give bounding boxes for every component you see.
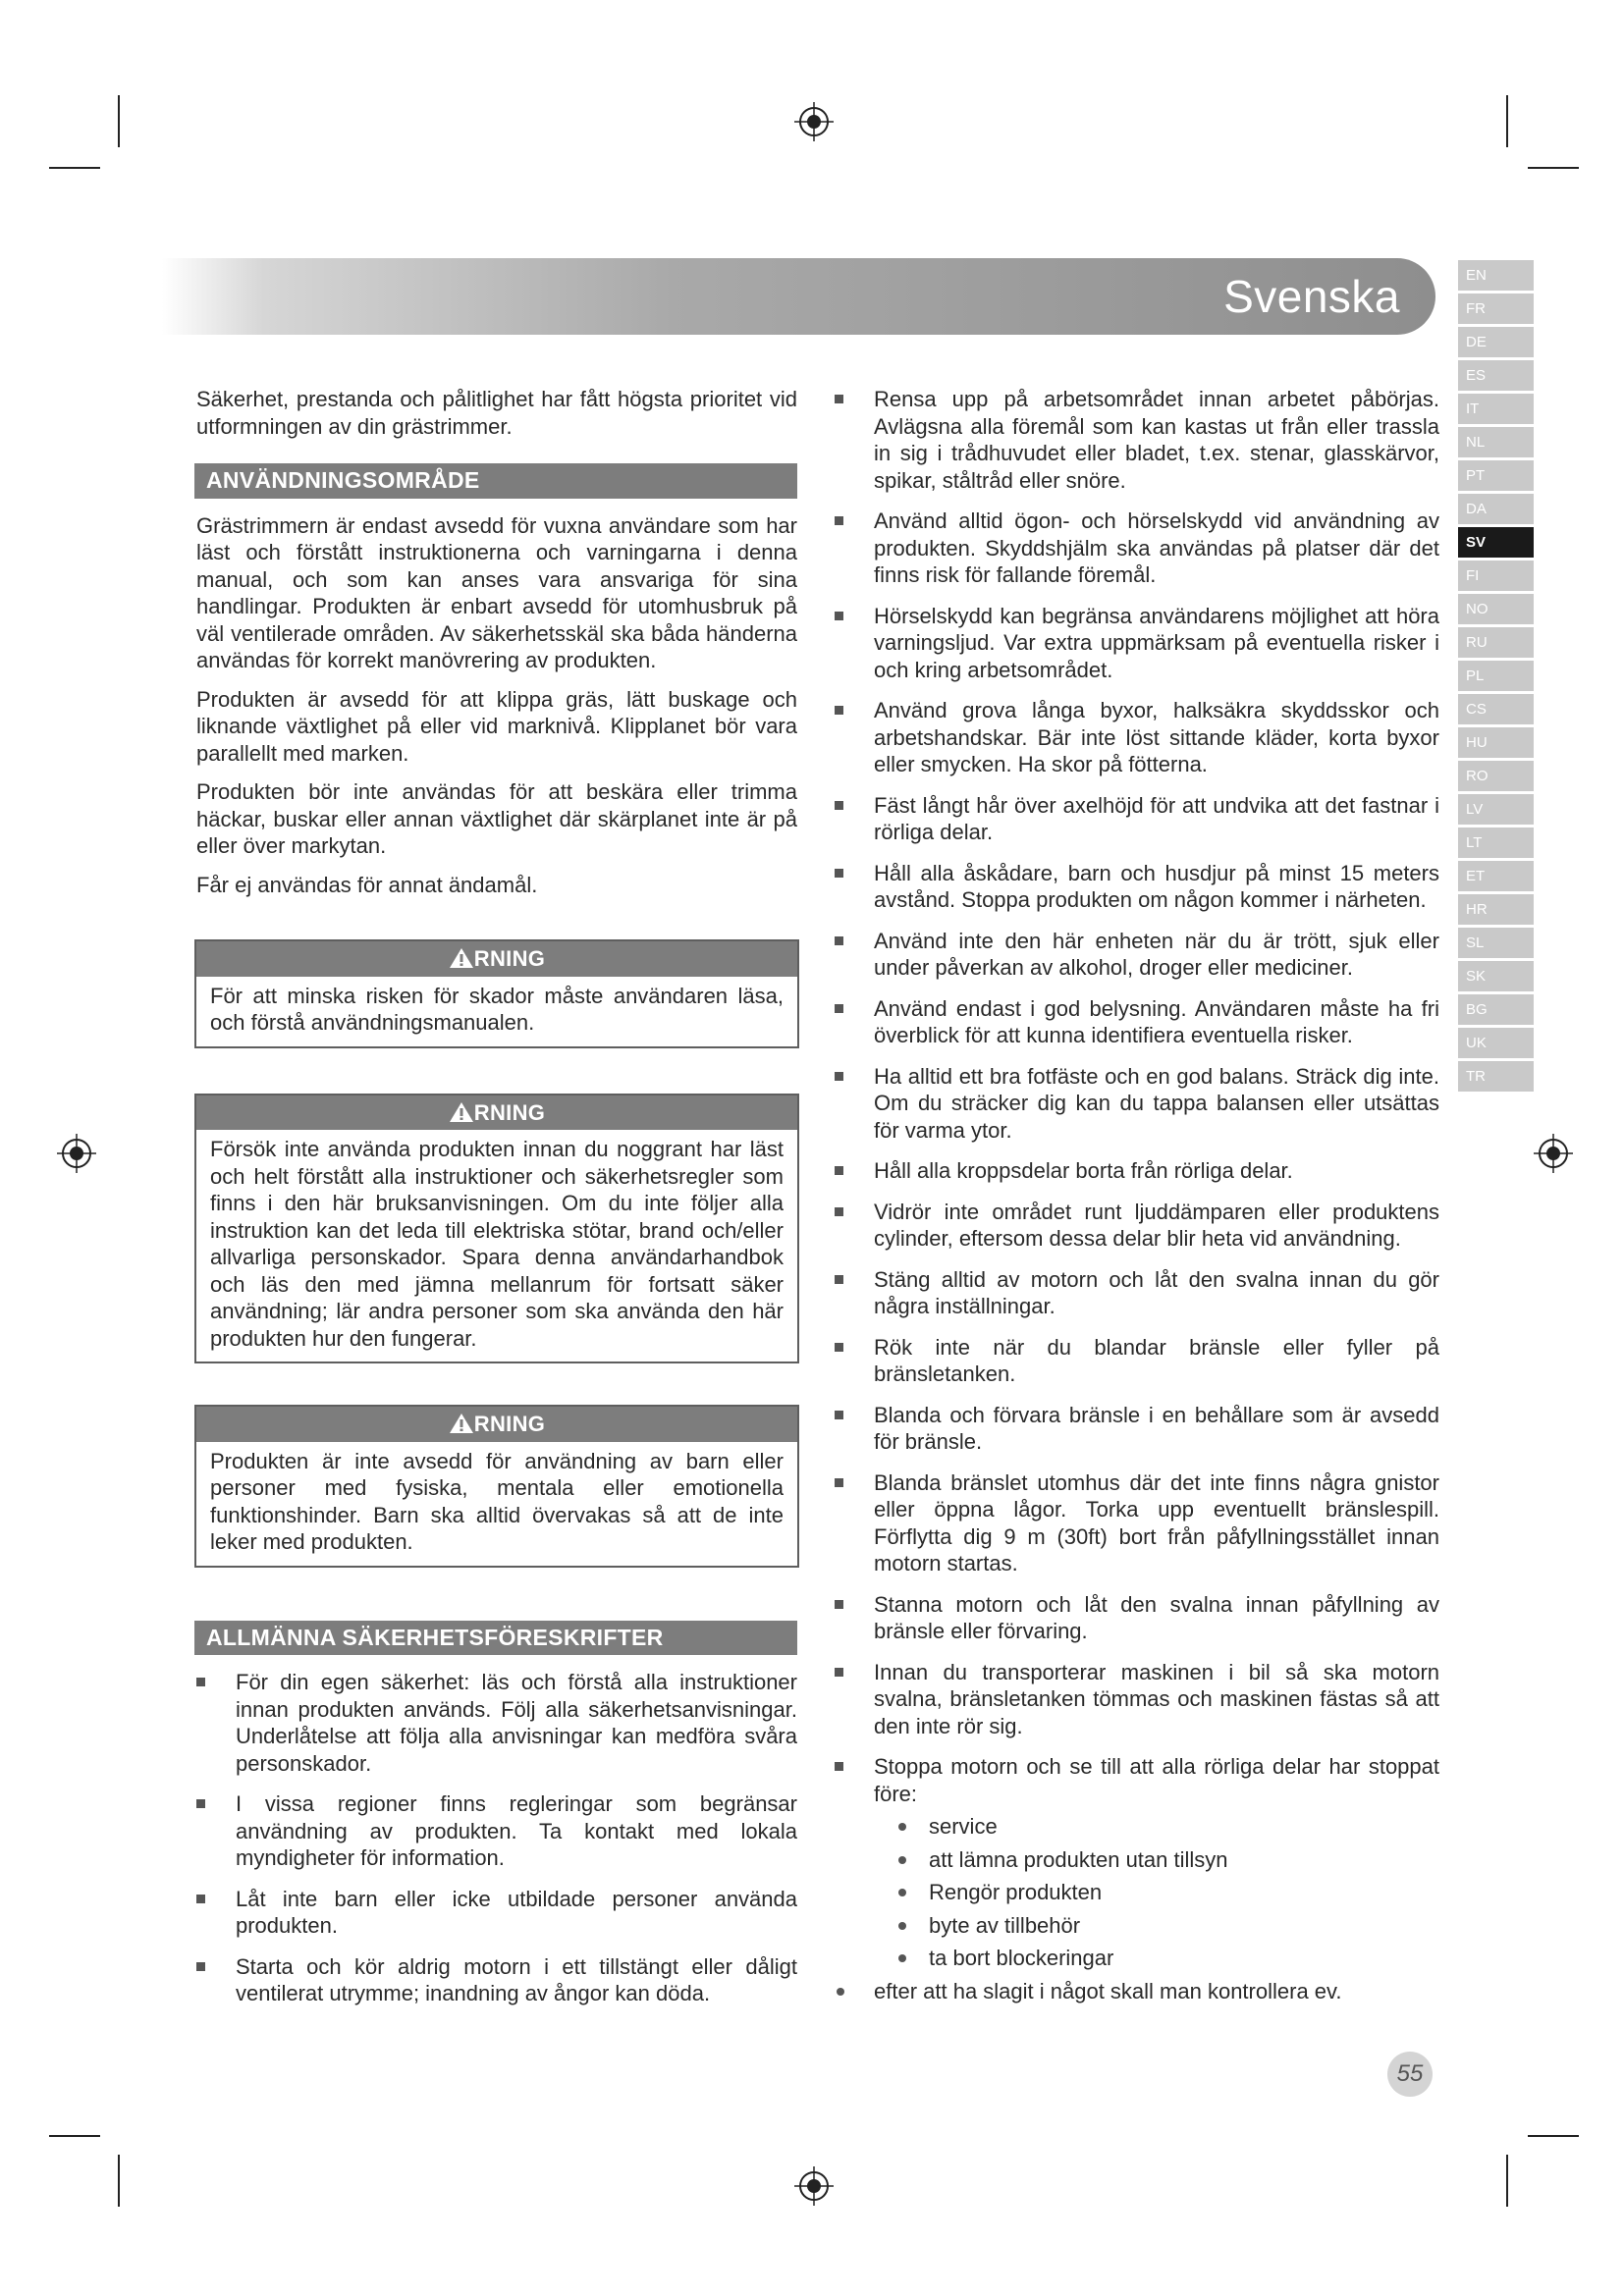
language-tab-sv[interactable]: SV <box>1458 527 1534 558</box>
list-item <box>835 1753 1439 1972</box>
crop-mark <box>49 2135 100 2137</box>
list-item: Blanda och förvara bränsle i en behållare som är avsedd för bränsle. <box>835 1402 1439 1456</box>
language-header-bar <box>162 258 1435 335</box>
warning-title: RNING <box>473 1412 546 1436</box>
list-item: Rensa upp på arbetsområdet innan arbetet påbörjas. Avlägsna alla föremål som kan kastas ut från eller trassla in sig i trådhuvudet eller bladet, t.ex. stenar, glasskärvor, spikar, ståltråd eller snöre. <box>835 386 1439 494</box>
safety-list <box>196 1669 797 2007</box>
list-item: Håll alla kroppsdelar borta från rörliga delar. <box>835 1157 1439 1185</box>
language-tab-uk[interactable]: UK <box>1458 1028 1534 1058</box>
section-heading-safety: ALLMÄNNA SÄKERHETSFÖRESKRIFTER <box>194 1621 797 1656</box>
page-title: Svenska <box>1223 271 1400 322</box>
language-tab-lt[interactable]: LT <box>1458 828 1534 858</box>
list-item: Håll alla åskådare, barn och husdjur på minst 15 meters avstånd. Stoppa produkten om någon kommer i närheten. <box>835 860 1439 914</box>
language-tab-cs[interactable]: CS <box>1458 694 1534 724</box>
warning-box <box>194 1094 799 1364</box>
list-item: I vissa regioner finns regleringar som begränsar användning av produkten. Ta kontakt med lokala myndigheter för information. <box>196 1790 797 1872</box>
sublist-item: Rengör produkten <box>874 1879 1439 1906</box>
language-tab-es[interactable]: ES <box>1458 360 1534 391</box>
warning-title: RNING <box>473 1099 546 1125</box>
list-item: Använd endast i god belysning. Användaren måste ha fri överblick för att kunna identifiera eventuella risker. <box>835 995 1439 1049</box>
list-item: Blanda bränslet utomhus där det inte finns några gnistor eller öppna lågor. Torka upp eventuellt bränslespill. Förflytta dig 9 m (30ft) bort från påfyllningsstället innan motorn startas. <box>835 1469 1439 1577</box>
warning-text: För att minska risken för skador måste användaren läsa, och förstå användningsmanualen. <box>210 983 784 1035</box>
intro-text: Säkerhet, prestanda och pålitlighet har fått högsta prioritet vid utformningen av din grästrimmer. <box>196 387 797 439</box>
language-tab-pl[interactable]: PL <box>1458 661 1534 691</box>
language-tab-en[interactable]: EN <box>1458 260 1534 291</box>
stop-item-text: Stoppa motorn och se till att alla rörliga delar har stoppat före: <box>874 1754 1439 1806</box>
list-item: Använd inte den här enheten när du är trött, sjuk eller under påverkan av alkohol, droger eller mediciner. <box>835 928 1439 982</box>
warning-header <box>196 941 797 977</box>
sublist-item: service <box>874 1813 1439 1841</box>
warning-header <box>196 1095 797 1131</box>
language-tab-sk[interactable]: SK <box>1458 961 1534 991</box>
warning-triangle-icon <box>449 947 474 969</box>
list-item: Fäst långt hår över axelhöjd för att undvika att det fastnar i rörliga delar. <box>835 792 1439 846</box>
language-tab-tr[interactable]: TR <box>1458 1061 1534 1092</box>
list-item: För din egen säkerhet: läs och förstå alla instruktioner innan produkten används. Följ alla säkerhetsanvisningar. Underlåtelse att följa alla anvisningar kan medföra svåra personskador. <box>196 1669 797 1777</box>
warning-header <box>196 1407 797 1442</box>
crop-mark <box>1528 167 1579 169</box>
list-item: Låt inte barn eller icke utbildade personer använda produkten. <box>196 1886 797 1940</box>
language-tab-de[interactable]: DE <box>1458 327 1534 357</box>
warning-title: RNING <box>473 946 546 971</box>
right-column <box>835 386 1439 2004</box>
sublist-item: ta bort blockeringar <box>874 1945 1439 1972</box>
usage-paragraph: Får ej användas för annat ändamål. <box>196 872 538 897</box>
registration-mark-icon <box>794 2166 834 2206</box>
list-item: Rök inte när du blandar bränsle eller fyller på bränsletanken. <box>835 1334 1439 1388</box>
language-tab-no[interactable]: NO <box>1458 594 1534 624</box>
language-tab-fr[interactable]: FR <box>1458 294 1534 324</box>
language-tab-pt[interactable]: PT <box>1458 460 1534 491</box>
crop-mark <box>49 167 100 169</box>
sublist-item: byte av tillbehör <box>874 1912 1439 1940</box>
language-tab-it[interactable]: IT <box>1458 394 1534 424</box>
warning-text: Produkten är inte avsedd för användning av barn eller personer med fysiska, mentala eller emotionella funktionshinder. Barn ska alltid övervakas så att de inte leker med produkten. <box>210 1448 784 1554</box>
language-tab-ru[interactable]: RU <box>1458 627 1534 658</box>
warning-triangle-icon <box>449 1413 474 1434</box>
usage-paragraph: Grästrimmern är endast avsedd för vuxna användare som har läst och förstått instruktionerna och varningarna i denna manual, och som kan anses vara ansvariga för sina handlingar. Produkten är enbart avsedd för utomhusbruk på väl ventilerade områden. Av säkerhetsskäl ska båda händerna användas för korrekt manövrering av produkten. <box>196 512 797 672</box>
warning-box <box>194 939 799 1048</box>
list-item: Innan du transporterar maskinen i bil så ska motorn svalna, bränsletanken tömmas och maskinen fästas så att den inte rör sig. <box>835 1659 1439 1740</box>
language-tab-da[interactable]: DA <box>1458 494 1534 524</box>
warning-triangle-icon <box>449 1101 474 1123</box>
language-tab-nl[interactable]: NL <box>1458 427 1534 457</box>
section-heading-usage: ANVÄNDNINGSOMRÅDE <box>194 463 797 499</box>
language-tab-lv[interactable]: LV <box>1458 794 1534 825</box>
stop-sublist <box>874 1813 1439 1972</box>
left-column <box>196 386 797 2021</box>
list-item: Ha alltid ett bra fotfäste och en god balans. Sträck dig inte. Om du sträcker dig kan du tappa balansen eller utsättas för varma ytor. <box>835 1063 1439 1145</box>
crop-mark <box>118 2155 120 2207</box>
list-item: Använd alltid ögon- och hörselskydd vid användning av produkten. Skyddshjälm ska användas på platser där det finns risk för fallande föremål. <box>835 507 1439 589</box>
crop-mark <box>118 95 120 147</box>
crop-mark <box>1506 2155 1508 2207</box>
usage-paragraph: Produkten är avsedd för att klippa gräs, lätt buskage och liknande växtlighet på eller vid marknivå. Klipplanet bör vara parallellt med marken. <box>196 686 797 766</box>
extra-item: efter att ha slagit i något skall man kontrollera ev. <box>835 1978 1439 2005</box>
warning-text: Försök inte använda produkten innan du noggrant har läst och helt förstått alla instruktioner och säkerhetsregler som finns i den här bruksanvisningen. Om du inte följer alla instruktion kan det leda till elektriska stötar, brand och/eller allvarliga personskador. Spara denna användarhandbok och läs den med jämna mellanrum för fortsatt säker användning; lär andra personer som ska använda den här produkten hur den fungerar. <box>210 1137 784 1351</box>
language-tab-hu[interactable]: HU <box>1458 727 1534 758</box>
list-item: Använd grova långa byxor, halksäkra skyddsskor och arbetshandskar. Bär inte löst sittande kläder, korta byxor eller smycken. Ha skor på fötterna. <box>835 697 1439 778</box>
language-tab-ro[interactable]: RO <box>1458 761 1534 791</box>
list-item: Vidrör inte området runt ljuddämparen eller produktens cylinder, eftersom dessa delar blir heta vid användning. <box>835 1199 1439 1253</box>
crop-mark <box>1506 95 1508 147</box>
registration-mark-icon <box>1534 1134 1573 1173</box>
list-item: Hörselskydd kan begränsa användarens möjlighet att höra varningsljud. Var extra uppmärksam på eventuella risker i och kring arbetsområdet. <box>835 603 1439 684</box>
sublist-item: att lämna produkten utan tillsyn <box>874 1846 1439 1874</box>
list-item: Stäng alltid av motorn och låt den svalna innan du gör några inställningar. <box>835 1266 1439 1320</box>
language-tab-hr[interactable]: HR <box>1458 894 1534 925</box>
list-item: Starta och kör aldrig motorn i ett tillstängt eller dåligt ventilerat utrymme; inandning av ångor kan döda. <box>196 1953 797 2007</box>
crop-mark <box>1528 2135 1579 2137</box>
registration-mark-icon <box>57 1134 96 1173</box>
registration-mark-icon <box>794 102 834 141</box>
language-tab-fi[interactable]: FI <box>1458 561 1534 591</box>
list-item: Stanna motorn och låt den svalna innan påfyllning av bränsle eller förvaring. <box>835 1591 1439 1645</box>
usage-paragraph: Produkten bör inte användas för att beskära eller trimma häckar, buskar eller annan växtlighet där skärplanet inte är på eller över markytan. <box>196 779 797 858</box>
safety-list-continued <box>835 386 1439 1972</box>
language-tab-bg[interactable]: BG <box>1458 994 1534 1025</box>
page-number: 55 <box>1387 2052 1433 2097</box>
language-tabs <box>1458 260 1534 1095</box>
warning-box <box>194 1405 799 1568</box>
language-tab-et[interactable]: ET <box>1458 861 1534 891</box>
language-tab-sl[interactable]: SL <box>1458 928 1534 958</box>
